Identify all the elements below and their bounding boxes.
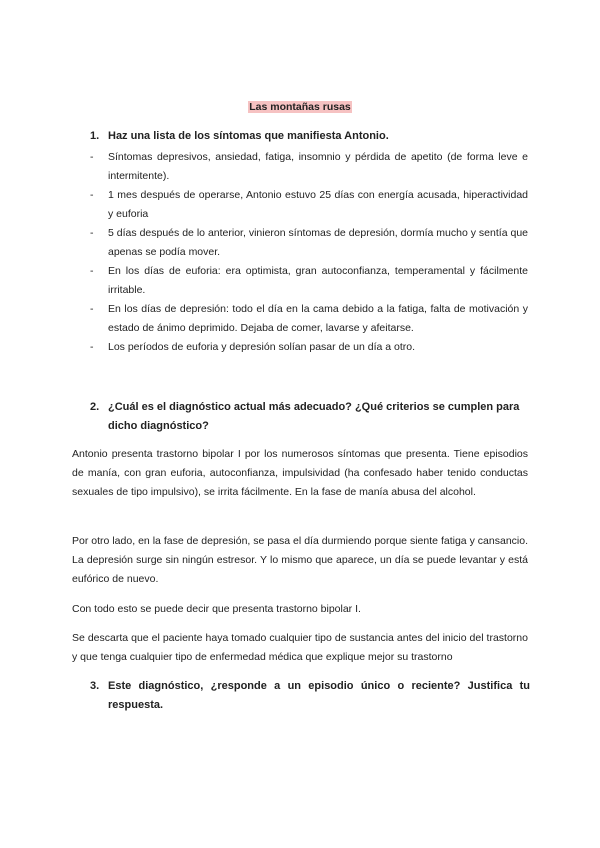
list-item — [90, 262, 528, 300]
question-3-text: Este diagnóstico, ¿responde a un episodio único o reciente? Justifica tu respuesta. — [108, 680, 530, 711]
bullet-dash: - — [90, 303, 94, 315]
answer-paragraph: Por otro lado, en la fase de depresión, se pasa el día durmiendo porque siente fatiga y cansancio. La depresión surge sin ningún estresor. Y lo mismo que aparece, un día se puede levantar y está eufórico de nuevo. — [72, 535, 528, 585]
list-item — [90, 148, 528, 186]
answer-paragraph: Con todo esto se puede decir que presenta trastorno bipolar I. — [72, 603, 361, 615]
question-3 — [90, 677, 530, 715]
list-item-text: En los días de euforia: era optimista, gran autoconfianza, temperamental y fácilmente irritable. — [108, 265, 528, 296]
question-2-number: 2. — [90, 401, 100, 413]
list-item-text: 1 mes después de operarse, Antonio estuvo 25 días con energía acusada, hiperactividad y euforia — [108, 189, 528, 220]
list-item — [90, 300, 528, 338]
list-item — [90, 338, 528, 357]
bullet-dash: - — [90, 151, 94, 163]
question-1-text: Haz una lista de los síntomas que manifiesta Antonio. — [108, 130, 389, 142]
question-1 — [90, 127, 530, 146]
list-item — [90, 224, 528, 262]
document-title-text: Las montañas rusas — [249, 101, 351, 113]
question-2-text: ¿Cuál es el diagnóstico actual más adecuado? ¿Qué criterios se cumplen para dicho diagnóstico? — [108, 401, 520, 432]
question-1-number: 1. — [90, 130, 100, 142]
bullet-dash: - — [90, 227, 94, 239]
list-item — [90, 186, 528, 224]
list-item-text: Los períodos de euforia y depresión solían pasar de un día a otro. — [108, 341, 416, 353]
bullet-dash: - — [90, 265, 94, 277]
list-item-text: Síntomas depresivos, ansiedad, fatiga, insomnio y pérdida de apetito (de forma leve e intermitente). — [108, 151, 528, 182]
bullet-dash: - — [90, 189, 94, 201]
answer-paragraph: Antonio presenta trastorno bipolar I por los numerosos síntomas que presenta. Tiene episodios de manía, con gran euforia, autoconfianza, impulsividad (ha confesado haber tenido conductas sexuales de tipo impulsivo), se irrita fácilmente. En la fase de manía abusa del alcohol. — [72, 448, 528, 498]
document-title — [0, 100, 600, 114]
list-item-text: En los días de depresión: todo el día en la cama debido a la fatiga, falta de motivación y estado de ánimo deprimido. Dejaba de comer, lavarse y afeitarse. — [108, 303, 528, 334]
symptom-list — [90, 148, 528, 357]
question-3-number: 3. — [90, 680, 100, 692]
list-item-text: 5 días después de lo anterior, vinieron síntomas de depresión, dormía mucho y sentía que apenas se podía mover. — [108, 227, 528, 258]
answer-paragraph: Se descarta que el paciente haya tomado cualquier tipo de sustancia antes del inicio del trastorno y que tenga cualquier tipo de enfermedad médica que explique mejor su trastorno — [72, 632, 528, 663]
bullet-dash: - — [90, 341, 94, 353]
question-2 — [90, 398, 530, 436]
